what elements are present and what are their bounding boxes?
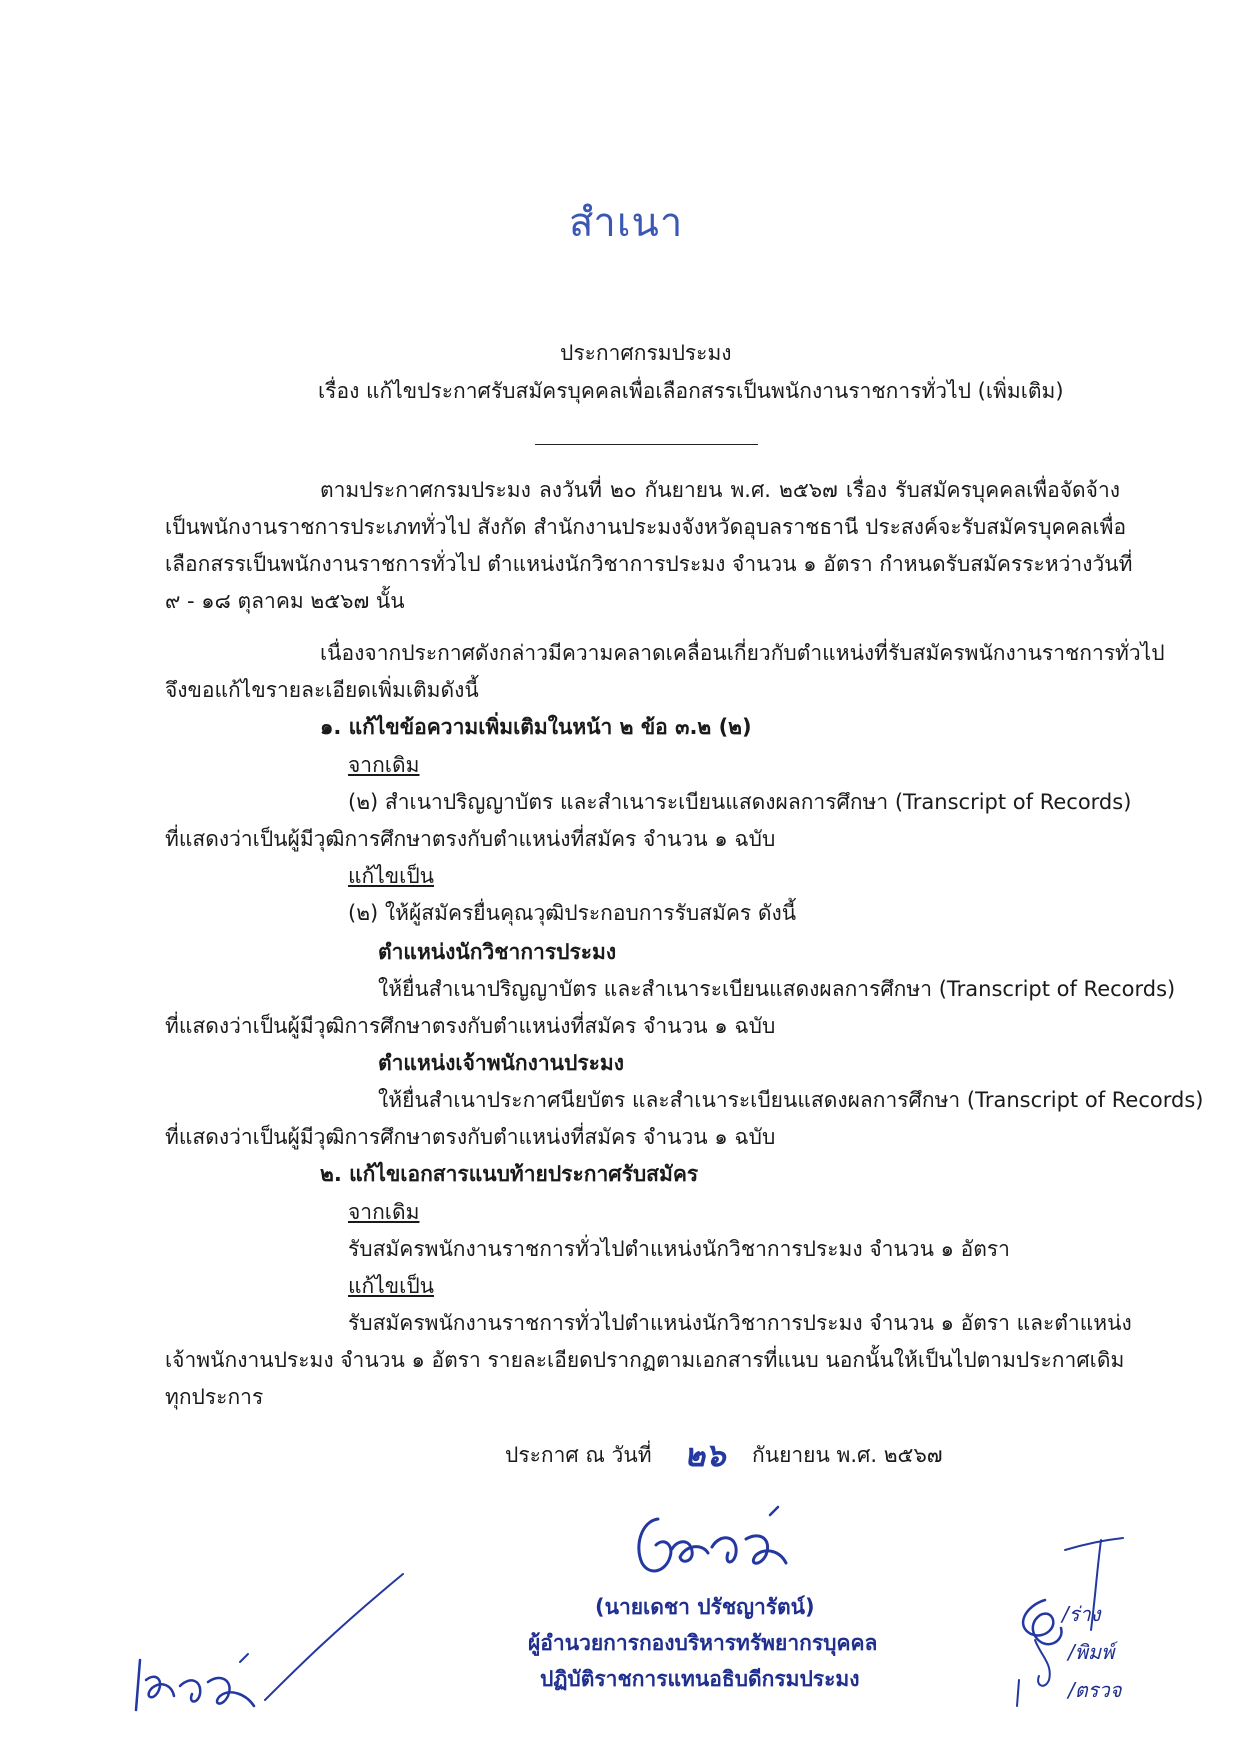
intro-line-4: ๙ - ๑๘ ตุลาคม ๒๕๖๗ นั้น [165, 589, 405, 613]
signatory-name: (นายเดชา ปรัชญารัตน์) [595, 1595, 815, 1619]
item1-from-label: จากเดิม [348, 753, 420, 777]
position-1-title: ตำแหน่งนักวิชาการประมง [378, 940, 617, 964]
reason-line-2: จึงขอแก้ไขรายละเอียดเพิ่มเติมดังนี้ [165, 678, 479, 702]
item1-to-label: แก้ไขเป็น [348, 864, 435, 888]
item1-heading: ๑. แก้ไขข้อความเพิ่มเติมในหน้า ๒ ข้อ ๓.๒ (๒) [320, 715, 752, 739]
item2-to-line-3: ทุกประการ [165, 1385, 264, 1409]
mark-draft: /ร่าง [1062, 1602, 1101, 1626]
item2-to-line-2: เจ้าพนักงานประมง จำนวน ๑ อัตรา รายละเอียดปรากฏตามเอกสารที่แนบ นอกนั้นให้เป็นไปตามประกาศเดิม [165, 1348, 1125, 1372]
date-day-handwritten: ๒๖ [684, 1436, 726, 1474]
subject-line: เรื่อง แก้ไขประกาศรับสมัครบุคคลเพื่อเลือกสรรเป็นพนักงานราชการทั่วไป (เพิ่มเติม) [318, 379, 1064, 403]
copy-stamp: สำเนา [569, 200, 684, 246]
item2-heading: ๒. แก้ไขเอกสารแนบท้ายประกาศรับสมัคร [320, 1162, 699, 1186]
intro-line-1: ตามประกาศกรมประมง ลงวันที่ ๒๐ กันยายน พ.ศ. ๒๕๖๗ เรื่อง รับสมัครบุคคลเพื่อจัดจ้าง [320, 478, 1120, 502]
intro-line-3: เลือกสรรเป็นพนักงานราชการทั่วไป ตำแหน่งนักวิชาการประมง จำนวน ๑ อัตรา กำหนดรับสมัครระหว่างวันที่ [165, 552, 1133, 576]
mark-checked: /ตรวจ [1068, 1678, 1122, 1702]
date-suffix: กันยายน พ.ศ. ๒๕๖๗ [752, 1443, 943, 1467]
item2-from-text: รับสมัครพนักงานราชการทั่วไปตำแหน่งนักวิชาการประมง จำนวน ๑ อัตรา [348, 1237, 1010, 1261]
intro-line-2: เป็นพนักงานราชการประเภททั่วไป สังกัด สำนักงานประมงจังหวัดอุบลราชธานี ประสงค์จะรับสมัครบุคคลเพื่อ [165, 515, 1127, 539]
item2-to-line-1: รับสมัครพนักงานราชการทั่วไปตำแหน่งนักวิชาการประมง จำนวน ๑ อัตรา และตำแหน่ง [348, 1311, 1132, 1335]
position-1-line-2: ที่แสดงว่าเป็นผู้มีวุฒิการศึกษาตรงกับตำแหน่งที่สมัคร จำนวน ๑ ฉบับ [165, 1014, 776, 1038]
initials-signature-left [130, 1650, 280, 1720]
header-divider [535, 444, 758, 445]
position-1-line-1: ให้ยื่นสำเนาปริญญาบัตร และสำเนาระเบียนแสดงผลการศึกษา (Transcript of Records) [378, 977, 1176, 1001]
item1-to-intro: (๒) ให้ผู้สมัครยื่นคุณวุฒิประกอบการรับสมัคร ดังนี้ [348, 901, 797, 925]
position-2-line-2: ที่แสดงว่าเป็นผู้มีวุฒิการศึกษาตรงกับตำแหน่งที่สมัคร จำนวน ๑ ฉบับ [165, 1125, 776, 1149]
date-prefix: ประกาศ ณ วันที่ [505, 1443, 652, 1467]
director-signature [620, 1505, 820, 1585]
item2-to-label: แก้ไขเป็น [348, 1274, 435, 1298]
item2-from-label: จากเดิม [348, 1200, 420, 1224]
reason-line-1: เนื่องจากประกาศดังกล่าวมีความคลาดเคลื่อนเกี่ยวกับตำแหน่งที่รับสมัครพนักงานราชการทั่วไป [320, 641, 1165, 665]
signatory-title: ผู้อำนวยการกองบริหารทรัพยากรบุคคล [528, 1631, 878, 1655]
signatory-acting: ปฏิบัติราชการแทนอธิบดีกรมประมง [540, 1667, 860, 1691]
position-2-title: ตำแหน่งเจ้าพนักงานประมง [378, 1051, 624, 1075]
item1-from-line-2: ที่แสดงว่าเป็นผู้มีวุฒิการศึกษาตรงกับตำแหน่งที่สมัคร จำนวน ๑ ฉบับ [165, 827, 776, 851]
position-2-line-1: ให้ยื่นสำเนาประกาศนียบัตร และสำเนาระเบียนแสดงผลการศึกษา (Transcript of Records) [378, 1088, 1204, 1112]
item1-from-line-1: (๒) สำเนาปริญญาบัตร และสำเนาระเบียนแสดงผลการศึกษา (Transcript of Records) [348, 790, 1132, 814]
mark-typed: /พิมพ์ [1068, 1640, 1115, 1664]
agency-title: ประกาศกรมประมง [560, 341, 732, 365]
